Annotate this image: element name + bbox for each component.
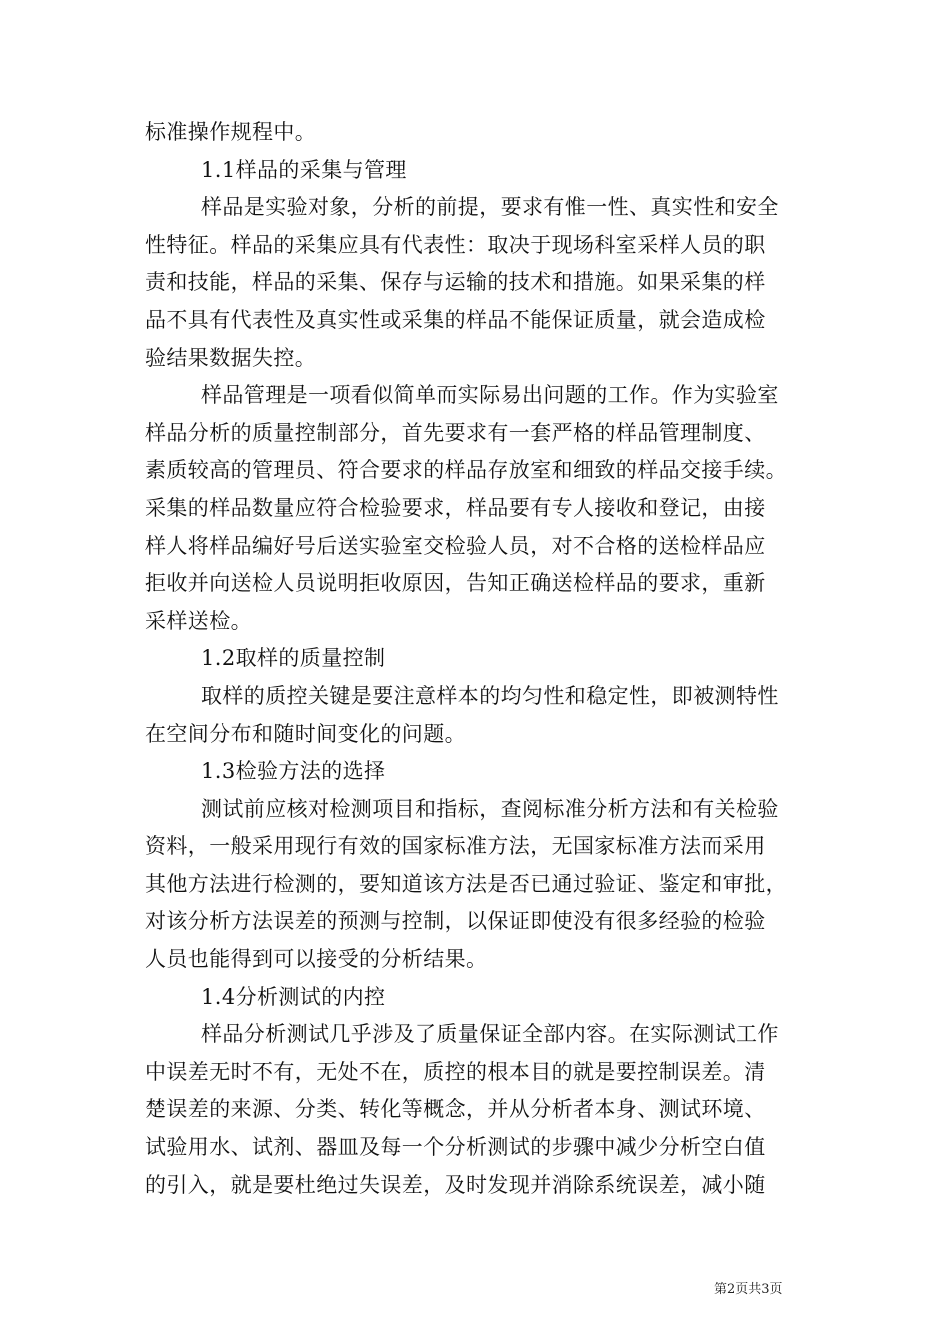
page-number-footer: 第2页共3页 bbox=[714, 1282, 783, 1297]
section-heading-1-2: 1.2取样的质量控制 bbox=[201, 646, 386, 671]
text-line: 采集的样品数量应符合检验要求，样品要有专人接收和登记，由接 bbox=[145, 495, 766, 520]
section-heading-1-4: 1.4分析测试的内控 bbox=[201, 984, 386, 1009]
body-text bbox=[145, 114, 809, 1204]
section-heading-1-3: 1.3检验方法的选择 bbox=[201, 759, 386, 784]
text-line: 验结果数据失控。 bbox=[145, 345, 317, 370]
text-line: 楚误差的来源、分类、转化等概念，并从分析者本身、测试环境、 bbox=[145, 1097, 766, 1122]
text-line: 性特征。样品的采集应具有代表性：取决于现场科室采样人员的职 bbox=[145, 232, 766, 257]
text-line: 拒收并向送检人员说明拒收原因，告知正确送检样品的要求，重新 bbox=[145, 571, 766, 596]
text-line: 责和技能，样品的采集、保存与运输的技术和措施。如果采集的样 bbox=[145, 270, 766, 295]
text-line: 品不具有代表性及真实性或采集的样品不能保证质量，就会造成检 bbox=[145, 307, 766, 332]
text-line: 素质较高的管理员、符合要求的样品存放室和细致的样品交接手续。 bbox=[145, 458, 787, 483]
text-line: 取样的质控关键是要注意样本的均匀性和稳定性，即被测特性 bbox=[201, 683, 779, 708]
text-line: 人员也能得到可以接受的分析结果。 bbox=[145, 947, 488, 972]
text-line: 样人将样品编好号后送实验室交检验人员，对不合格的送检样品应 bbox=[145, 533, 766, 558]
text-line: 在空间分布和随时间变化的问题。 bbox=[145, 721, 466, 746]
text-line: 对该分析方法误差的预测与控制，以保证即使没有很多经验的检验 bbox=[145, 909, 766, 934]
text-line: 采样送检。 bbox=[145, 608, 252, 633]
text-line: 的引入，就是要杜绝过失误差，及时发现并消除系统误差，减小随 bbox=[145, 1172, 766, 1197]
text-line: 样品分析测试几乎涉及了质量保证全部内容。在实际测试工作 bbox=[201, 1022, 779, 1047]
text-line: 样品是实验对象，分析的前提，要求有惟一性、真实性和安全 bbox=[201, 195, 779, 220]
text-line: 中误差无时不有，无处不在，质控的根本目的就是要控制误差。清 bbox=[145, 1059, 766, 1084]
text-line: 试验用水、试剂、器皿及每一个分析测试的步骤中减少分析空白值 bbox=[145, 1135, 766, 1160]
text-line: 测试前应核对检测项目和指标，查阅标准分析方法和有关检验 bbox=[201, 796, 779, 821]
text-line: 样品管理是一项看似简单而实际易出问题的工作。作为实验室 bbox=[201, 383, 779, 408]
text-line: 其他方法进行检测的，要知道该方法是否已通过验证、鉴定和审批， bbox=[145, 871, 787, 896]
text-line: 样品分析的质量控制部分，首先要求有一套严格的样品管理制度、 bbox=[145, 420, 766, 445]
text-line: 资料，一般采用现行有效的国家标准方法，无国家标准方法而采用 bbox=[145, 834, 766, 859]
section-heading-1-1: 1.1样品的采集与管理 bbox=[201, 157, 407, 182]
text-line: 标准操作规程中。 bbox=[145, 120, 317, 144]
